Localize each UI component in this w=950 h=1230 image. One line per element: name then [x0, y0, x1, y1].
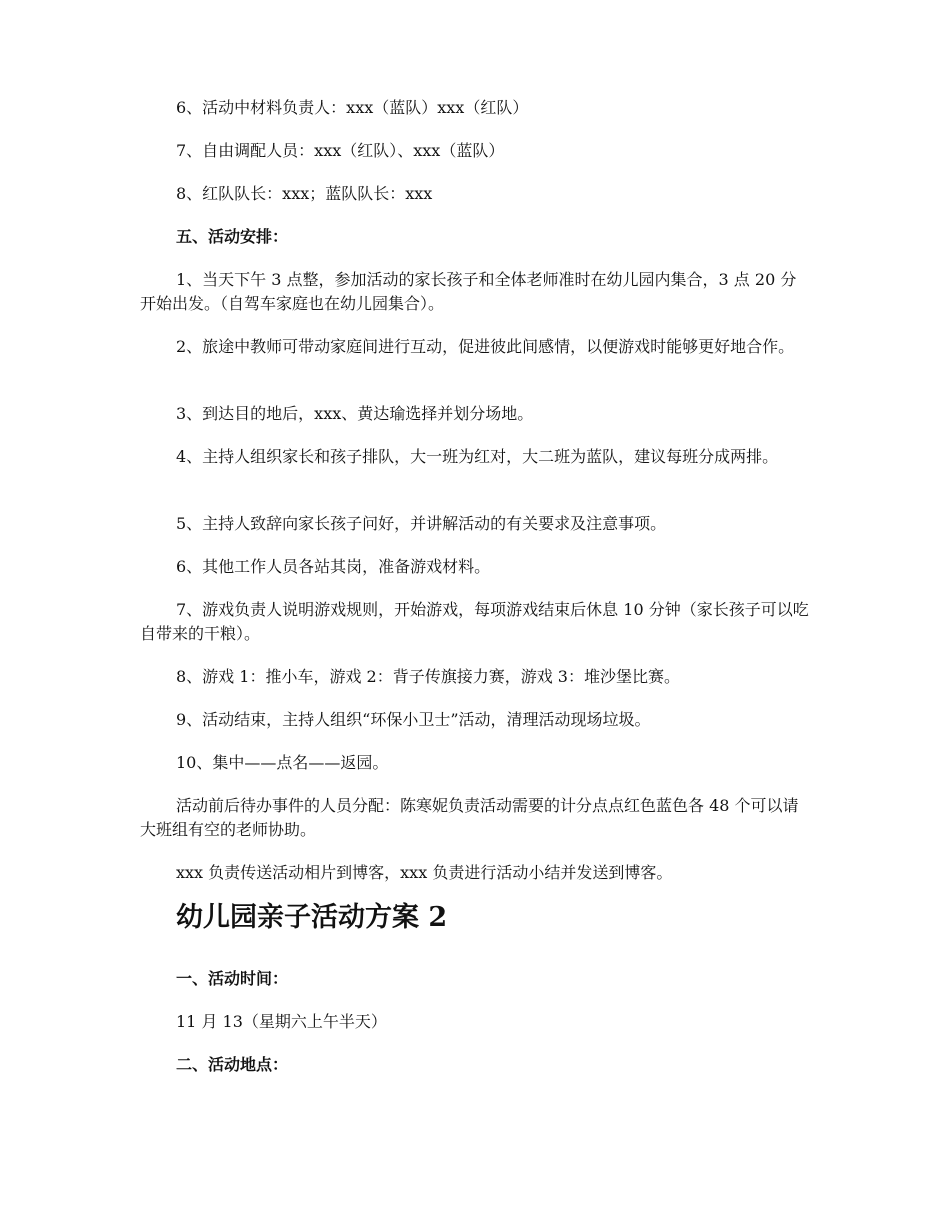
arrangement-item: 7、游戏负责人说明游戏规则，开始游戏，每项游戏结束后休息 10 分钟（家长孩子可以吃自带来的干粮）。: [140, 600, 809, 643]
section-heading-activity-time: 一、活动时间：: [176, 969, 289, 988]
arrangement-item: 6、其他工作人员各站其岗，准备游戏材料。: [176, 557, 491, 576]
arrangement-staff-assignment: 活动前后待办事件的人员分配：陈寒妮负责活动需要的计分点点红色蓝色各 48 个可以请大班组有空的老师协助。: [140, 796, 799, 839]
arrangement-item: 2、旅途中教师可带动家庭间进行互动，促进彼此间感情，以便游戏时能够更好地合作。: [176, 337, 795, 356]
arrangement-item: 5、主持人致辞向家长孩子问好，并讲解活动的有关要求及注意事项。: [176, 514, 667, 533]
paragraph-free-staff: 7、自由调配人员：xxx（红队）、xxx（蓝队）: [176, 141, 505, 160]
arrangement-blog-assignment: xxx 负责传送活动相片到博客，xxx 负责进行活动小结并发送到博客。: [176, 863, 673, 882]
arrangement-item: 4、主持人组织家长和孩子排队，大一班为红对，大二班为蓝队，建议每班分成两排。: [176, 447, 779, 466]
plan-2-title: 幼儿园亲子活动方案 2: [176, 902, 448, 933]
paragraph-team-captains: 8、红队队长：xxx；蓝队队长：xxx: [176, 184, 433, 203]
paragraph-materials-leader: 6、活动中材料负责人：xxx（蓝队）xxx（红队）: [176, 98, 529, 117]
arrangement-item: 3、到达目的地后，xxx、黄达瑜选择并划分场地。: [176, 404, 534, 423]
section-heading-activity-location: 二、活动地点：: [176, 1055, 289, 1074]
arrangement-item: 1、当天下午 3 点整，参加活动的家长孩子和全体老师准时在幼儿园内集合，3 点 20 分开始出发。（自驾车家庭也在幼儿园集合）。: [140, 270, 797, 313]
activity-time-value: 11 月 13（星期六上午半天）: [176, 1012, 387, 1031]
arrangement-item: 9、活动结束，主持人组织“环保小卫士”活动，清理活动现场垃圾。: [176, 710, 651, 729]
section-heading-activity-arrangement: 五、活动安排：: [176, 227, 289, 246]
arrangement-item: 10、集中——点名——返园。: [176, 753, 389, 772]
arrangement-item: 8、游戏 1：推小车，游戏 2：背子传旗接力赛，游戏 3：堆沙堡比赛。: [176, 667, 680, 686]
